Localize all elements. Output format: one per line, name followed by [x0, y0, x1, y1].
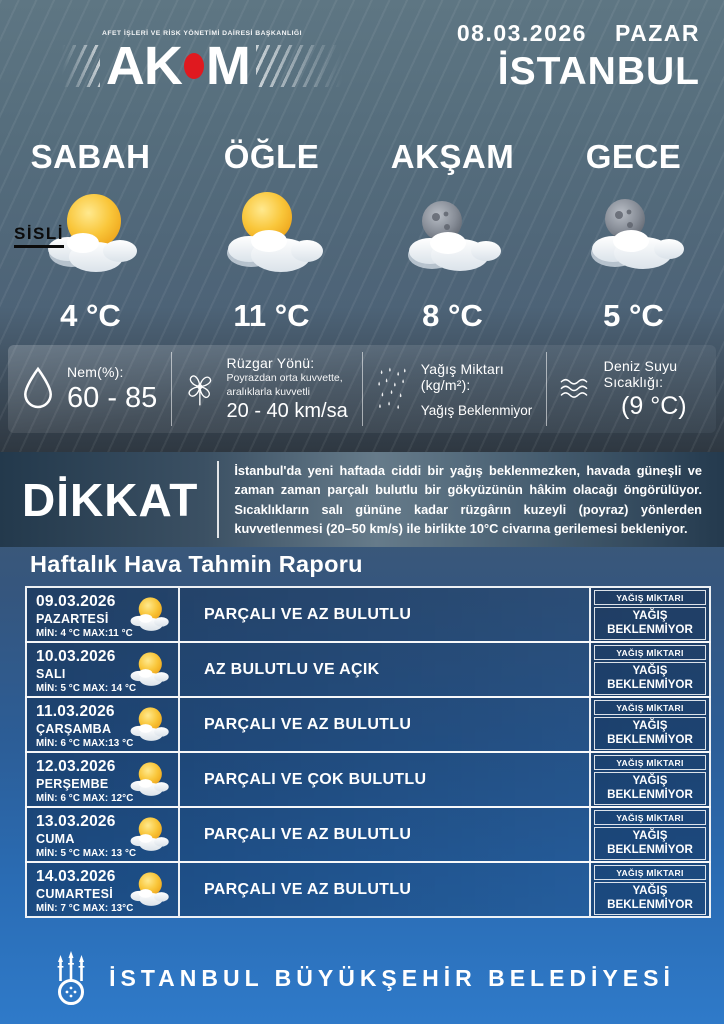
precip-value: YAĞIŞ BEKLENMİYOR [594, 882, 706, 915]
row-minmax: MİN: 5 °C MAX: 13 °C [36, 848, 137, 859]
sun-cloud-icon [122, 647, 176, 693]
logo-stripes-left-icon [62, 45, 100, 87]
report-day: PAZAR [614, 20, 700, 46]
day-periods [0, 138, 724, 334]
date-cell [27, 698, 180, 751]
sun-cloud-icon [122, 812, 176, 858]
weekly-forecast-table [25, 588, 711, 918]
period-card-aksam [362, 138, 543, 334]
forecast-desc: PARÇALI VE AZ BULUTLU [180, 863, 591, 916]
pinwheel-icon [184, 359, 216, 419]
sun-cloud-icon [122, 702, 176, 748]
forecast-desc: PARÇALI VE AZ BULUTLU [180, 698, 591, 751]
report-date: 08.03.2026 [456, 20, 587, 46]
forecast-row-thursday [25, 751, 711, 808]
period-card-ogle [181, 138, 362, 334]
sun-cloud-icon [122, 757, 176, 803]
precip-value: YAĞIŞ BEKLENMİYOR [594, 827, 706, 860]
sea-temp-label: Deniz Suyu Sıcaklığı: [603, 357, 678, 390]
humidity-drop-icon [20, 362, 56, 416]
metric-humidity [8, 352, 171, 426]
period-label: ÖĞLE [223, 138, 320, 175]
precip-value: YAĞIŞ BEKLENMİYOR [594, 772, 706, 805]
city-title: İSTANBUL [497, 50, 700, 93]
row-date: 13.03.2026 [36, 813, 116, 830]
period-temp: 8 °C [422, 298, 483, 333]
precip-cell [591, 643, 709, 696]
period-label: AKŞAM [390, 138, 515, 175]
akom-logo-text [105, 36, 250, 96]
row-date: 09.03.2026 [36, 593, 116, 610]
row-date: 11.03.2026 [36, 703, 115, 720]
forecast-row-wednesday [25, 696, 711, 753]
precipitation-label: Yağış Miktarı (kg/m²): [420, 360, 504, 393]
precip-header: YAĞIŞ MİKTARI [594, 810, 706, 825]
row-minmax: MİN: 6 °C MAX:13 °C [36, 738, 134, 749]
period-label: SABAH [30, 138, 151, 175]
date-block [457, 20, 700, 94]
humidity-value: 60 - 85 [67, 381, 158, 414]
date-cell [27, 643, 180, 696]
row-day: CUMARTESİ [36, 887, 114, 901]
precip-cell [591, 808, 709, 861]
row-day: PAZARTESİ [36, 612, 109, 626]
precip-header: YAĞIŞ MİKTARI [594, 755, 706, 770]
period-card-gece [543, 138, 724, 334]
waves-icon [559, 371, 593, 407]
date-cell [27, 808, 180, 861]
precip-header: YAĞIŞ MİKTARI [594, 645, 706, 660]
precip-value: YAĞIŞ BEKLENMİYOR [594, 717, 706, 750]
sun-cloud-icon [122, 592, 176, 638]
logo-stripes-right-icon [256, 45, 342, 87]
wind-value: 20 - 40 km/sa [226, 399, 348, 422]
row-day: CUMA [36, 832, 75, 846]
precip-header: YAĞIŞ MİKTARI [594, 865, 706, 880]
forecast-row-monday [25, 586, 711, 643]
row-date: 14.03.2026 [36, 868, 116, 885]
akom-logo [62, 30, 342, 96]
moon-cloud-icon [390, 187, 516, 283]
precipitation-value: Yağış Beklenmiyor [420, 402, 533, 418]
date-cell [27, 863, 180, 916]
ibb-logo-icon [49, 950, 93, 1006]
precip-value: YAĞIŞ BEKLENMİYOR [594, 607, 706, 640]
row-day: SALI [36, 667, 66, 681]
row-minmax: MİN: 7 °C MAX: 13°C [36, 903, 134, 914]
sun-cloud-icon [122, 867, 176, 913]
forecast-row-friday [25, 806, 711, 863]
alert-band [0, 452, 724, 547]
forecast-desc: PARÇALI VE AZ BULUTLU [180, 808, 591, 861]
period-temp: 11 °C [233, 298, 310, 333]
forecast-desc: PARÇALI VE ÇOK BULUTLU [180, 753, 591, 806]
metric-sea-temp [546, 352, 716, 426]
wind-label: Rüzgar Yönü: [226, 355, 315, 372]
municipality-name: İSTANBUL BÜYÜKŞEHİR BELEDİYESİ [109, 964, 675, 991]
alert-divider [217, 461, 219, 538]
row-minmax: MİN: 4 °C MAX:11 °C [36, 628, 133, 639]
humidity-label: Nem(%): [67, 363, 124, 380]
precip-cell [591, 863, 709, 916]
agency-caption: AFET İŞLERİ VE RİSK YÖNETİMİ DAİRESİ BAŞKANLIĞI [101, 30, 303, 37]
fog-badge: SİSLİ [14, 224, 64, 248]
weekly-report-title: Haftalık Hava Tahmin Raporu [30, 551, 363, 577]
date-cell [27, 753, 180, 806]
precip-cell [591, 753, 709, 806]
row-day: PERŞEMBE [36, 777, 109, 791]
akom-logo-m: M [205, 36, 250, 96]
date-cell [27, 588, 180, 641]
row-date: 10.03.2026 [36, 648, 116, 665]
period-label: GECE [585, 138, 682, 175]
precip-header: YAĞIŞ MİKTARI [594, 700, 706, 715]
raindrops-icon [375, 360, 410, 418]
alert-title: DİKKAT [22, 473, 199, 526]
footer [0, 932, 724, 1024]
metric-wind [171, 352, 362, 426]
forecast-row-tuesday [25, 641, 711, 698]
sun-cloud-icon [209, 187, 335, 283]
row-day: ÇARŞAMBA [36, 722, 112, 736]
period-temp: 5 °C [603, 298, 664, 333]
alert-text: İstanbul'da yeni haftada ciddi bir yağış beklenmezken, havada güneşli ve zaman zaman parçalı bulutlu bir gökyüzünün hâkim olacağı öngörülüyor. Sıcaklıkların salı gününe kadar rüzgârın kuzeyli (poyraz) yönlerden kuvvetlenmesi (20–50 km/s) ile birlikte 10°C civarına gerilemesi bekleniyor. [234, 462, 702, 536]
period-temp: 4 °C [60, 298, 121, 333]
forecast-desc: AZ BULUTLU VE AÇIK [180, 643, 591, 696]
row-minmax: MİN: 5 °C MAX: 14 °C [36, 683, 137, 694]
forecast-desc: PARÇALI VE AZ BULUTLU [180, 588, 591, 641]
header [0, 0, 724, 122]
precip-cell [591, 588, 709, 641]
precip-cell [591, 698, 709, 751]
metrics-band [8, 345, 716, 433]
wind-desc: Poyrazdan orta kuvvette, aralıklarla kuvvetli [226, 372, 343, 398]
precip-value: YAĞIŞ BEKLENMİYOR [594, 662, 706, 695]
row-date: 12.03.2026 [36, 758, 116, 775]
forecast-row-saturday [25, 861, 711, 918]
moon-cloud-icon [571, 187, 697, 283]
period-card-sabah [0, 138, 181, 334]
metric-precipitation [362, 352, 546, 426]
row-minmax: MİN: 6 °C MAX: 12°C [36, 793, 134, 804]
akom-logo-ak: AK [105, 36, 182, 96]
precip-header: YAĞIŞ MİKTARI [594, 590, 706, 605]
sea-temp-value: (9 °C) [621, 391, 687, 420]
akom-logo-o-icon [184, 53, 204, 79]
